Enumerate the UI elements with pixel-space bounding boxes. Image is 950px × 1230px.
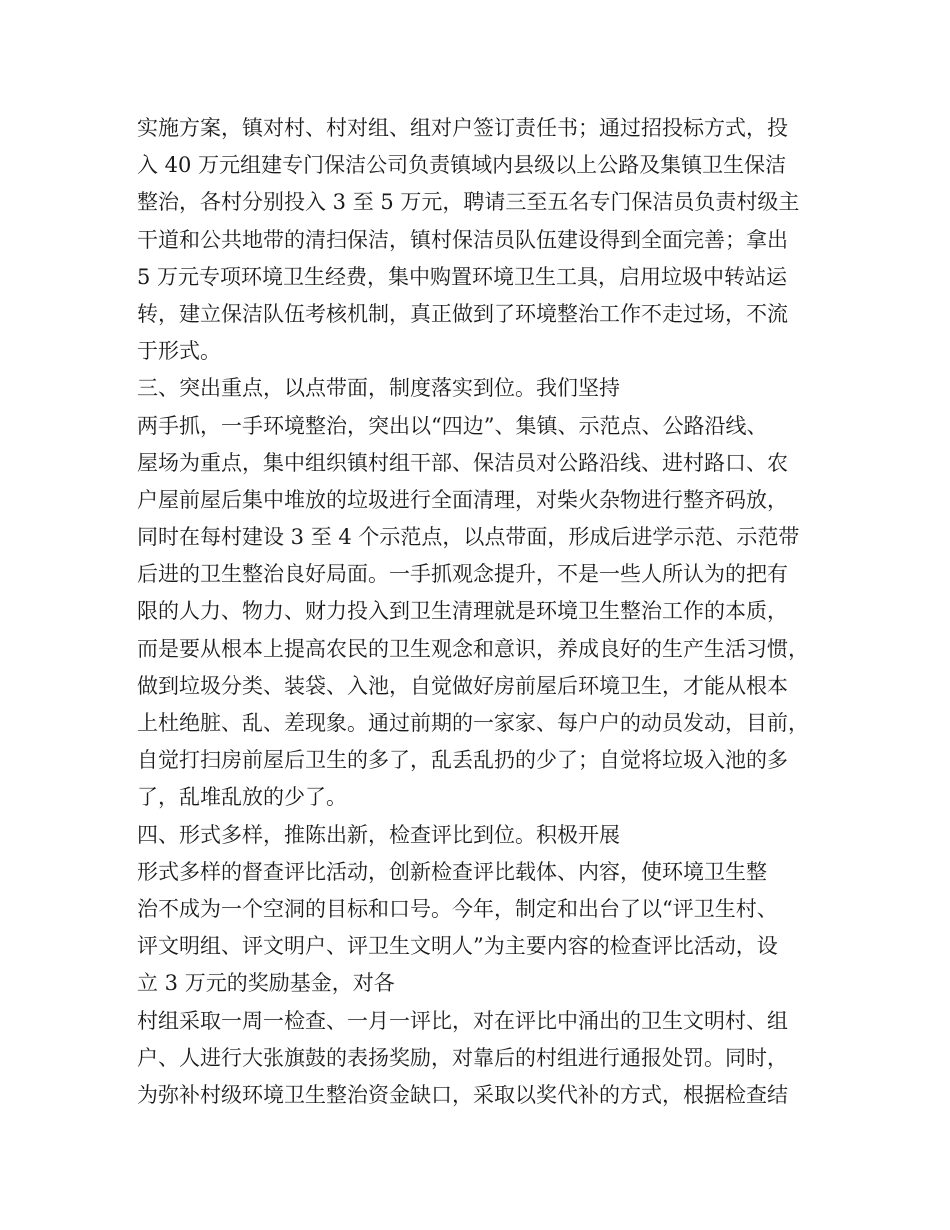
text-line: 评文明组、评文明户、评卫生文明人”为主要内容的检查评比活动，设 <box>137 934 778 959</box>
text-line: 整治，各村分别投入 3 至 5 万元，聘请三至五名专门保洁员负责村级主 <box>137 190 800 215</box>
text-line: 而是要从根本上提高农民的卫生观念和意识，养成良好的生产生活习惯， <box>137 636 809 661</box>
text-line: 上杜绝脏、乱、差现象。通过前期的一家家、每户户的动员发动，目前， <box>137 711 809 735</box>
text-line: 村组采取一周一检查、一月一评比，对在评比中涌出的卫生文明村、组 <box>137 1008 788 1033</box>
text-line: 了，乱堆乱放的少了。 <box>137 785 347 810</box>
text-line: 三、突出重点，以点带面，制度落实到位。我们坚持 <box>137 376 620 401</box>
text-line: 同时在每村建设 3 至 4 个示范点，以点带面，形成后进学示范、示范带 <box>137 525 800 550</box>
text-line: 后进的卫生整治良好局面。一手抓观念提升，不是一些人所认为的把有 <box>137 562 788 587</box>
text-line: 5 万元专项环境卫生经费，集中购置环境卫生工具，启用垃圾中转站运 <box>137 264 788 289</box>
text-line: 户屋前屋后集中堆放的垃圾进行全面清理，对柴火杂物进行整齐码放， <box>137 487 788 512</box>
body-text <box>137 110 827 1114</box>
text-line: 两手抓，一手环境整治，突出以“四边”、集镇、示范点、公路沿线、 <box>137 413 768 438</box>
text-line: 立 3 万元的奖励基金，对各 <box>137 971 395 996</box>
text-line: 入 40 万元组建专门保洁公司负责镇域内县级以上公路及集镇卫生保洁 <box>137 153 787 178</box>
text-line: 屋场为重点，集中组织镇村组干部、保洁员对公路沿线、进村路口、农 <box>137 450 788 475</box>
text-line: 四、形式多样，推陈出新，检查评比到位。积极开展 <box>137 822 620 847</box>
text-line: 治不成为一个空洞的目标和口号。今年，制定和出台了以“评卫生村、 <box>137 896 778 921</box>
text-line: 实施方案，镇对村、村对组、组对户签订责任书；通过招投标方式，投 <box>137 116 788 140</box>
text-line: 于形式。 <box>137 339 221 364</box>
text-line: 转，建立保洁队伍考核机制，真正做到了环境整治工作不走过场，不流 <box>137 301 788 326</box>
text-line: 户、人进行大张旗鼓的表扬奖励，对靠后的村组进行通报处罚。同时， <box>137 1045 788 1070</box>
text-line: 自觉打扫房前屋后卫生的多了，乱丢乱扔的少了；自觉将垃圾入池的多 <box>137 748 788 773</box>
text-line: 干道和公共地带的清扫保洁，镇村保洁员队伍建设得到全面完善；拿出 <box>137 227 788 252</box>
text-line: 限的人力、物力、财力投入到卫生清理就是环境卫生整治工作的本质， <box>137 599 788 624</box>
text-line: 形式多样的督查评比活动，创新检查评比载体、内容，使环境卫生整 <box>137 859 767 884</box>
text-line: 做到垃圾分类、装袋、入池，自觉做好房前屋后环境卫生，才能从根本 <box>137 673 788 698</box>
text-line: 为弥补村级环境卫生整治资金缺口，采取以奖代补的方式，根据检查结 <box>137 1082 788 1107</box>
